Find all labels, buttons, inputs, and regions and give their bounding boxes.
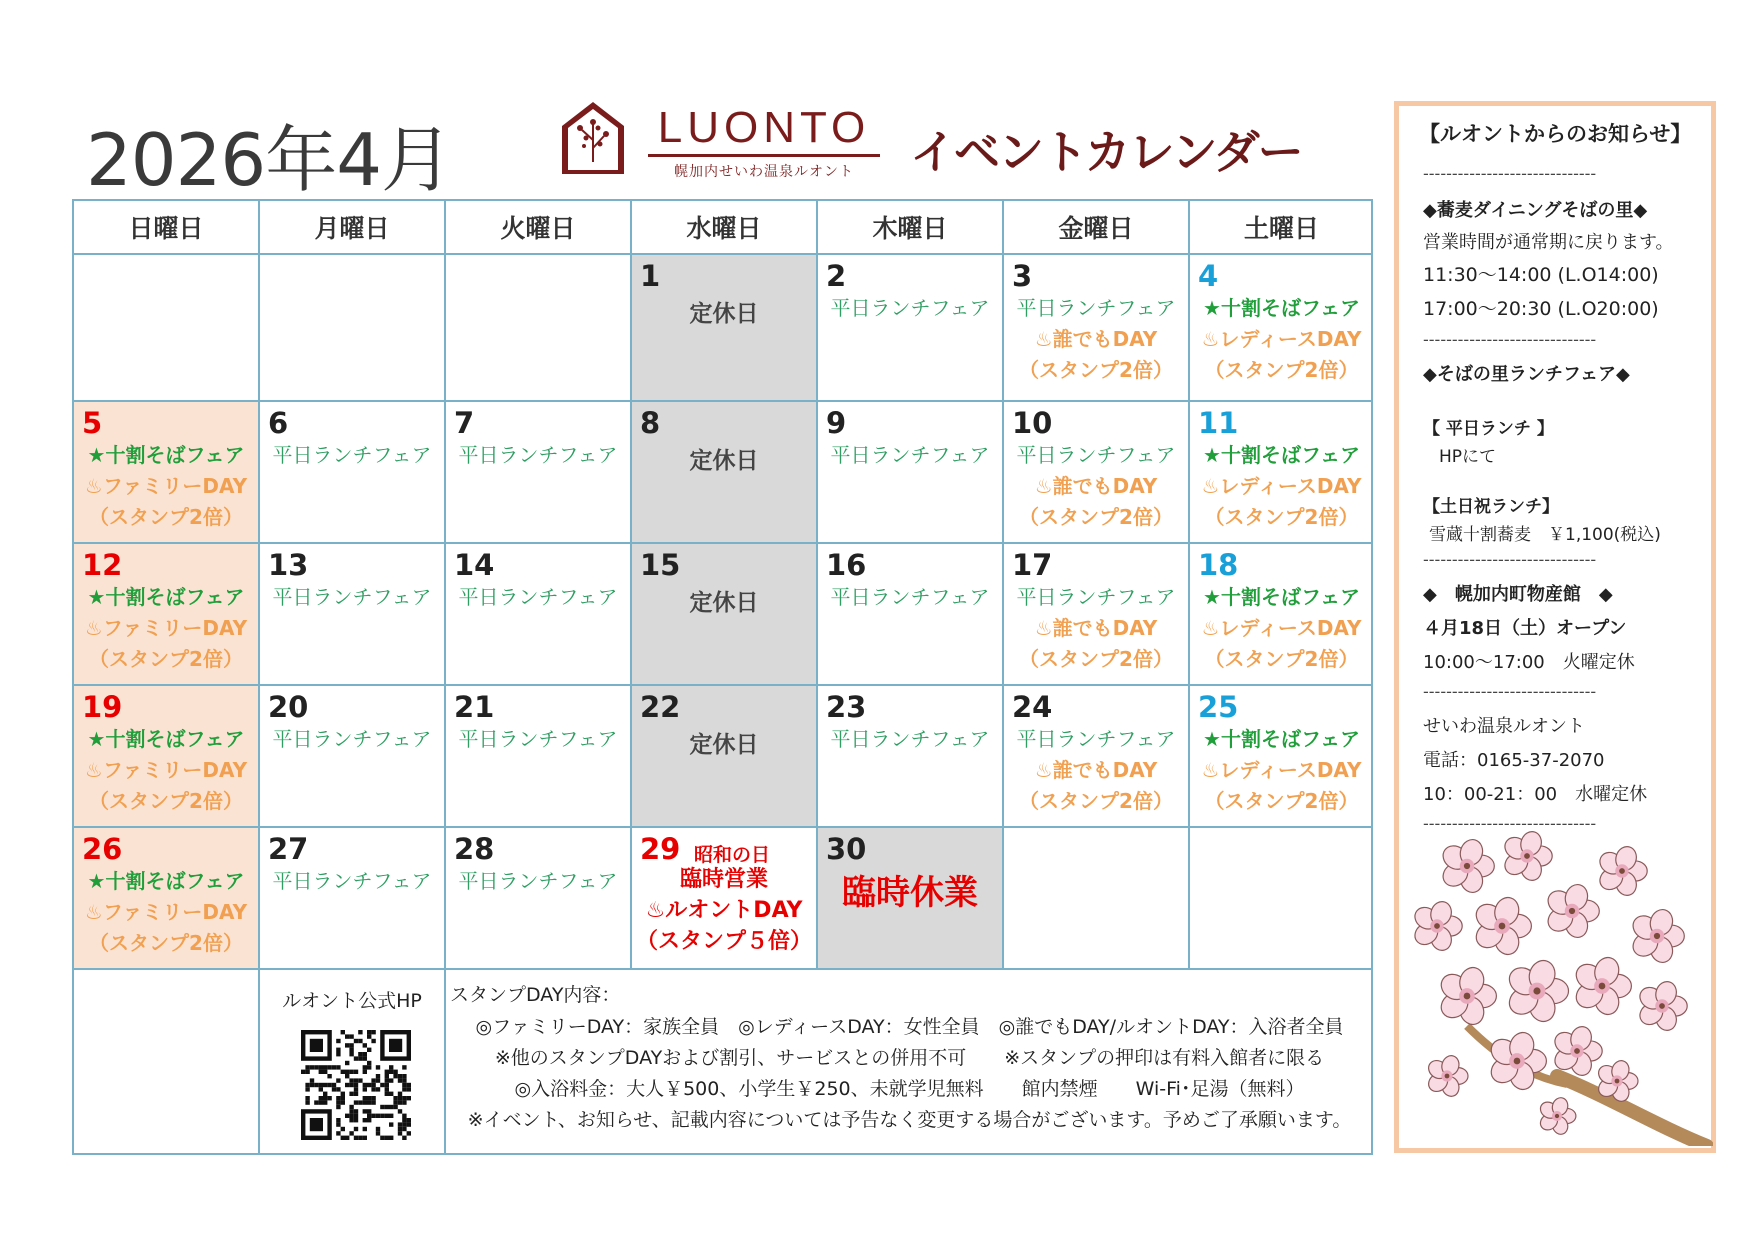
day-events	[260, 582, 444, 613]
event-stamp: （スタンプ2倍）	[1204, 647, 1359, 671]
calendar-grid	[72, 199, 1373, 1155]
weekday-header: 木曜日	[818, 201, 1004, 255]
month-title: 2026年4月	[86, 118, 453, 202]
event-stamp: ♨ファミリーDAY	[84, 900, 248, 924]
day-number: 23	[826, 690, 867, 724]
event-closed: 定休日	[689, 448, 759, 474]
holiday-lunch-text: 雪蔵十割蕎麦 ￥1,100(税込)	[1429, 525, 1661, 545]
day-events	[632, 293, 816, 330]
calendar-day	[260, 686, 446, 828]
sidebar-title: 【ルオントからのお知らせ】	[1419, 122, 1692, 146]
event-big-red: 臨時休業	[842, 873, 978, 913]
holiday-lunch-label: 【土日祝ランチ】	[1423, 497, 1559, 517]
event-lunch: 平日ランチフェア	[1016, 443, 1176, 467]
facility-phone: 電話：0165-37-2070	[1423, 750, 1605, 771]
event-stamp: （スタンプ2倍）	[1204, 789, 1359, 813]
day-number: 1	[640, 259, 661, 293]
day-number: 17	[1012, 548, 1053, 582]
calendar-day	[74, 544, 260, 686]
day-number: 5	[82, 406, 103, 440]
event-lunch: 平日ランチフェア	[458, 443, 618, 467]
calendar-day	[632, 402, 818, 544]
soba-dining-note: 営業時間が通常期に戻ります。	[1423, 232, 1674, 253]
day-number: 15	[640, 548, 681, 582]
empty-day	[446, 255, 632, 402]
event-closed: 定休日	[689, 301, 759, 327]
notice-sidebar	[1394, 101, 1716, 1153]
event-lunch: 平日ランチフェア	[458, 585, 618, 609]
calendar-day	[1190, 255, 1373, 402]
event-soba: ★十割そばフェア	[1203, 585, 1360, 609]
stamp-notes-cell	[446, 970, 1373, 1155]
event-lunch: 平日ランチフェア	[830, 727, 990, 751]
day-number: 22	[640, 690, 681, 724]
logo-subtitle: 幌加内せいわ温泉ルオント	[674, 164, 854, 180]
calendar-day	[818, 686, 1004, 828]
luonto-logo-icon	[560, 100, 626, 176]
divider: ------------------------------	[1423, 682, 1597, 701]
day-events	[260, 440, 444, 471]
divider: ------------------------------	[1423, 550, 1597, 569]
day-number: 6	[268, 406, 289, 440]
event-soba: ★十割そばフェア	[87, 869, 245, 893]
event-special-red: （スタンプ５倍）	[635, 929, 812, 954]
day-number: 20	[268, 690, 309, 724]
day-number: 25	[1198, 690, 1239, 724]
shop-hours: 10:00～17:00 火曜定休	[1423, 652, 1635, 673]
day-events	[818, 582, 1002, 613]
calendar-day	[632, 686, 818, 828]
event-closed: 定休日	[689, 732, 759, 758]
calendar-day	[446, 828, 632, 970]
event-closed: 定休日	[689, 590, 759, 616]
event-stamp: ♨レディースDAY	[1201, 327, 1362, 351]
calendar-day	[446, 402, 632, 544]
event-soba: ★十割そばフェア	[87, 443, 245, 467]
qr-label: ルオント公式HP	[282, 990, 422, 1012]
event-lunch: 平日ランチフェア	[458, 727, 618, 751]
event-soba: ★十割そばフェア	[87, 585, 245, 609]
event-stamp: ♨ファミリーDAY	[84, 616, 248, 640]
calendar-day	[632, 255, 818, 402]
note-line: ◎ファミリーDAY：家族全員 ◎レディースDAY：女性全員 ◎誰でもDAY/ルオントDAY：入浴者全員	[475, 1016, 1344, 1038]
day-events	[1190, 293, 1373, 386]
day-number: 24	[1012, 690, 1053, 724]
divider: ------------------------------	[1423, 330, 1597, 349]
notes-heading: スタンプDAY内容：	[450, 984, 621, 1006]
day-events	[818, 293, 1002, 324]
event-special-red: 臨時営業	[679, 867, 768, 892]
day-number: 11	[1198, 406, 1239, 440]
event-soba: ★十割そばフェア	[1203, 443, 1360, 467]
facility-hours: 10：00-21：00 水曜定休	[1423, 784, 1648, 805]
event-stamp: （スタンプ2倍）	[89, 505, 243, 529]
day-events	[446, 724, 630, 755]
weekday-header: 火曜日	[446, 201, 632, 255]
notes-list	[446, 1012, 1373, 1136]
day-number: 3	[1012, 259, 1033, 293]
event-lunch: 平日ランチフェア	[272, 585, 432, 609]
calendar-day	[74, 402, 260, 544]
day-number: 7	[454, 406, 475, 440]
day-events	[1004, 440, 1188, 533]
day-events	[1190, 440, 1373, 533]
day-number: 10	[1012, 406, 1053, 440]
day-number: 18	[1198, 548, 1239, 582]
weekday-header: 日曜日	[74, 201, 260, 255]
calendar-day	[260, 544, 446, 686]
event-lunch: 平日ランチフェア	[272, 869, 432, 893]
day-number: 2	[826, 259, 847, 293]
cherry-blossom-icon	[1407, 826, 1713, 1146]
lunch-fair-title: ◆そばの里ランチフェア◆	[1423, 364, 1630, 385]
day-events	[1004, 724, 1188, 817]
day-events	[818, 724, 1002, 755]
day-events	[74, 582, 258, 675]
calendar-day	[1190, 544, 1373, 686]
day-events	[446, 582, 630, 613]
event-stamp: ♨レディースDAY	[1201, 758, 1362, 782]
day-events	[74, 440, 258, 533]
day-number: 21	[454, 690, 495, 724]
day-events	[1190, 582, 1373, 675]
holiday-label: 昭和の日	[694, 844, 771, 866]
calendar-day	[1190, 686, 1373, 828]
calendar-day	[260, 828, 446, 970]
day-events	[446, 440, 630, 471]
day-events	[74, 866, 258, 959]
event-lunch: 平日ランチフェア	[1016, 296, 1176, 320]
event-stamp: （スタンプ2倍）	[1019, 358, 1173, 382]
calendar-day	[74, 828, 260, 970]
note-line: ◎入浴料金：大人￥500、小学生￥250、未就学児無料 館内禁煙 Wi-Fi･足湯（無料）	[514, 1078, 1305, 1100]
qr-cell	[260, 970, 446, 1155]
weekday-header: 土曜日	[1190, 201, 1373, 255]
event-lunch: 平日ランチフェア	[458, 869, 618, 893]
calendar-day	[1004, 544, 1190, 686]
event-stamp: （スタンプ2倍）	[1204, 505, 1359, 529]
day-events	[632, 864, 816, 957]
event-lunch: 平日ランチフェア	[1016, 727, 1176, 751]
day-number: 27	[268, 832, 309, 866]
logo-divider	[648, 154, 880, 157]
event-lunch: 平日ランチフェア	[272, 443, 432, 467]
soba-dining-title: ◆蕎麦ダイニングそばの里◆	[1423, 200, 1648, 221]
event-stamp: （スタンプ2倍）	[89, 647, 243, 671]
event-lunch: 平日ランチフェア	[830, 443, 990, 467]
event-soba: ★十割そばフェア	[1203, 727, 1360, 751]
calendar-day	[446, 686, 632, 828]
day-number: 4	[1198, 259, 1219, 293]
event-lunch: 平日ランチフェア	[1016, 585, 1176, 609]
day-events	[1004, 293, 1188, 386]
weekday-header: 月曜日	[260, 201, 446, 255]
calendar-day	[1190, 402, 1373, 544]
shop-title: ◆ 幌加内町物産館 ◆	[1423, 584, 1613, 605]
calendar-day	[818, 544, 1004, 686]
soba-dinner-hours: 17:00～20:30 (L.O20:00)	[1423, 298, 1659, 320]
event-soba: ★十割そばフェア	[1203, 296, 1360, 320]
day-number: 16	[826, 548, 867, 582]
day-events	[1190, 724, 1373, 817]
event-stamp: ♨レディースDAY	[1201, 474, 1362, 498]
calendar-day	[818, 402, 1004, 544]
day-events	[632, 724, 816, 761]
facility-name: せいわ温泉ルオント	[1423, 716, 1585, 737]
day-events	[446, 866, 630, 897]
day-number: 9	[826, 406, 847, 440]
event-stamp: （スタンプ2倍）	[1019, 505, 1173, 529]
event-stamp: （スタンプ2倍）	[89, 789, 243, 813]
day-number: 30	[826, 832, 867, 866]
day-events	[632, 582, 816, 619]
day-events	[74, 724, 258, 817]
day-events	[632, 440, 816, 477]
event-lunch: 平日ランチフェア	[830, 296, 990, 320]
divider: ------------------------------	[1423, 814, 1597, 833]
event-stamp: （スタンプ2倍）	[1019, 789, 1173, 813]
weekday-lunch-label: 【 平日ランチ 】	[1423, 419, 1554, 439]
calendar-day	[1004, 255, 1190, 402]
empty-day	[260, 255, 446, 402]
day-number: 14	[454, 548, 495, 582]
weekday-header: 金曜日	[1004, 201, 1190, 255]
footer-empty	[74, 970, 260, 1155]
calendar-day	[260, 402, 446, 544]
calendar-day	[74, 686, 260, 828]
calendar-day	[632, 828, 818, 970]
day-number: 28	[454, 832, 495, 866]
divider: ------------------------------	[1423, 164, 1597, 183]
day-events	[818, 440, 1002, 471]
event-stamp: （スタンプ2倍）	[89, 931, 243, 955]
day-number: 12	[82, 548, 123, 582]
soba-lunch-hours: 11:30～14:00 (L.O14:00)	[1423, 264, 1659, 286]
logo-word: LUONTO	[657, 103, 871, 152]
empty-day	[74, 255, 260, 402]
calendar-day	[818, 828, 1004, 970]
day-events	[1004, 582, 1188, 675]
weekday-header: 水曜日	[632, 201, 818, 255]
weekday-lunch-text: HPにて	[1439, 447, 1497, 467]
note-line: ※他のスタンプDAYおよび割引、サービスとの併用不可 ※スタンプの押印は有料入館者に限る	[494, 1047, 1325, 1069]
day-number: 13	[268, 548, 309, 582]
event-calendar-title: イベントカレンダー	[910, 125, 1302, 179]
day-events	[260, 866, 444, 897]
day-number: 8	[640, 406, 661, 440]
empty-day	[1190, 828, 1373, 970]
event-lunch: 平日ランチフェア	[830, 585, 990, 609]
event-stamp: ♨レディースDAY	[1201, 616, 1362, 640]
calendar-day	[818, 255, 1004, 402]
calendar-day	[1004, 402, 1190, 544]
shop-opening: ４月18日（土）オープン	[1423, 618, 1627, 639]
event-soba: ★十割そばフェア	[87, 727, 245, 751]
logo-wordmark	[648, 104, 880, 181]
event-stamp: （スタンプ2倍）	[1019, 647, 1173, 671]
day-number: 26	[82, 832, 123, 866]
calendar-day	[632, 544, 818, 686]
note-line: ※イベント、お知らせ、記載内容については予告なく変更する場合がございます。予めご了承願います。	[467, 1109, 1352, 1131]
event-stamp: ♨誰でもDAY	[1034, 474, 1158, 498]
day-number: 19	[82, 690, 123, 724]
event-stamp: ♨ファミリーDAY	[84, 474, 248, 498]
event-special-red: ♨ルオントDAY	[645, 898, 803, 923]
event-stamp: ♨誰でもDAY	[1034, 616, 1158, 640]
event-stamp: ♨誰でもDAY	[1034, 758, 1158, 782]
event-lunch: 平日ランチフェア	[272, 727, 432, 751]
day-number: 29	[640, 832, 681, 866]
calendar-day	[1004, 686, 1190, 828]
calendar-day	[446, 544, 632, 686]
event-stamp: （スタンプ2倍）	[1204, 358, 1359, 382]
day-events	[260, 724, 444, 755]
qr-code-icon[interactable]	[301, 1030, 411, 1140]
event-stamp: ♨ファミリーDAY	[84, 758, 248, 782]
event-stamp: ♨誰でもDAY	[1034, 327, 1158, 351]
day-events	[818, 866, 1002, 913]
empty-day	[1004, 828, 1190, 970]
